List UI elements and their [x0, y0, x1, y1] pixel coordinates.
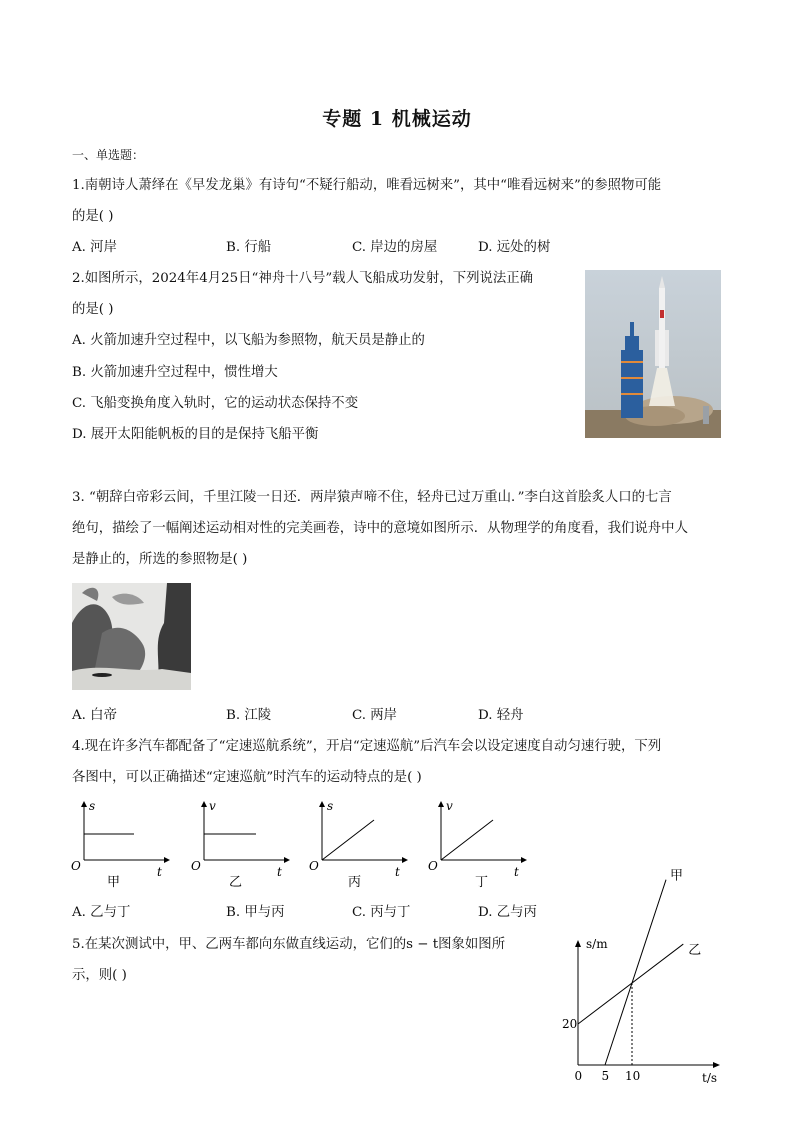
q4-option-a: A. 乙与丁	[72, 905, 131, 920]
graph-yi-ylabel: v	[209, 799, 216, 813]
q3-stem-line3: 是静止的，所选的参照物是( )	[72, 552, 248, 567]
page-title: 专题 1 机械运动	[322, 108, 472, 130]
q3-stem-line2: 绝句，描绘了一幅阐述运动相对性的完美画卷，诗中的意境如图所示．从物理学的角度看，我们说舟中人	[72, 521, 688, 536]
q5-series-line-1	[578, 944, 683, 1024]
graph-ding-caption: 丁	[475, 875, 489, 890]
q3-option-a: A. 白帝	[72, 708, 117, 723]
graph-jia-origin: O	[71, 859, 81, 873]
q3-option-c: C. 两岸	[352, 708, 398, 723]
graph-jia-ylabel: s	[89, 799, 96, 813]
q1-option-a: A. 河岸	[72, 240, 117, 255]
q1-option-d: D. 远处的树	[478, 240, 551, 255]
q2-option-c: C. 飞船变换角度入轨时，它的运动状态保持不变	[72, 396, 359, 411]
q1-stem-line2: 的是( )	[72, 209, 114, 224]
q2-stem-line2: 的是( )	[72, 302, 114, 317]
q5-stem-line1: 5.在某次测试中，甲、乙两车都向东做直线运动，它们的s − t图象如图所	[72, 937, 506, 952]
graph-bing-ylabel: s	[327, 799, 334, 813]
graph-bing-origin: O	[309, 859, 319, 873]
q5-xtick-label: 5	[601, 1069, 610, 1083]
q5-stem-line2: 示，则( )	[72, 968, 127, 983]
rocket-launch-photo	[585, 270, 721, 438]
q5-xlabel: t/s	[702, 1071, 718, 1085]
q4-stem-line2: 各图中，可以正确描述“定速巡航”时汽车的运动特点的是( )	[72, 770, 422, 785]
q2-option-a: A. 火箭加速升空过程中，以飞船为参照物，航天员是静止的	[72, 333, 425, 348]
q5-ylabel: s/m	[586, 937, 608, 951]
graph-bing-caption: 丙	[348, 875, 362, 890]
q1-stem-line1: 1.南朝诗人萧绎在《早发龙巢》有诗句“不疑行船动，唯看远树来”，其中“唯看远树来”的参照物可能	[72, 178, 662, 193]
q5-series-label-1: 乙	[688, 943, 702, 959]
q5-ytick-label: 20	[562, 1017, 578, 1031]
q5-s-t-chart	[556, 868, 736, 1092]
graph-ding-xlabel: t	[514, 865, 519, 879]
q4-stem-line1: 4.现在许多汽车都配备了“定速巡航系统”，开启“定速巡航”后汽车会以设定速度自动匀速行驶，下列	[72, 739, 662, 754]
graph-jia	[70, 798, 180, 890]
q3-option-b: B. 江陵	[226, 708, 272, 723]
q4-option-c: C. 丙与丁	[352, 905, 411, 920]
graph-yi-caption: 乙	[229, 875, 243, 890]
q3-option-d: D. 轻舟	[478, 708, 524, 723]
graph-bing	[308, 798, 418, 890]
graph-yi-origin: O	[191, 859, 201, 873]
q5-series-label-0: 甲	[670, 868, 684, 884]
q2-option-d: D. 展开太阳能帆板的目的是保持飞船平衡	[72, 427, 319, 442]
q5-xtick-label: 0	[574, 1069, 583, 1083]
graph-ding	[427, 798, 537, 890]
q2-option-b: B. 火箭加速升空过程中，惯性增大	[72, 365, 278, 380]
graph-jia-xlabel: t	[157, 865, 162, 879]
graph-yi	[190, 798, 300, 890]
q4-option-d: D. 乙与丙	[478, 905, 537, 920]
graph-yi-xlabel: t	[277, 865, 282, 879]
graph-jia-caption: 甲	[107, 875, 121, 890]
graph-ding-origin: O	[428, 859, 438, 873]
q1-option-b: B. 行船	[226, 240, 272, 255]
graph-ding-ylabel: v	[446, 799, 453, 813]
q5-xtick-label: 10	[625, 1069, 641, 1083]
section-heading: 一、单选题：	[72, 148, 145, 162]
q1-option-c: C. 岸边的房屋	[352, 240, 438, 255]
graph-bing-xlabel: t	[395, 865, 400, 879]
q5-series-line-0	[605, 880, 666, 1065]
q3-stem-line1: 3. “朝辞白帝彩云间，千里江陵一日还．两岸猿声啼不住，轻舟已过万重山．”李白这首脍炙人口的七言	[72, 490, 672, 505]
q2-stem-line1: 2.如图所示，2024年4月25日“神舟十八号”载人飞船成功发射，下列说法正确	[72, 271, 534, 286]
q4-option-b: B. 甲与丙	[226, 905, 285, 920]
landscape-painting-photo	[72, 583, 191, 690]
